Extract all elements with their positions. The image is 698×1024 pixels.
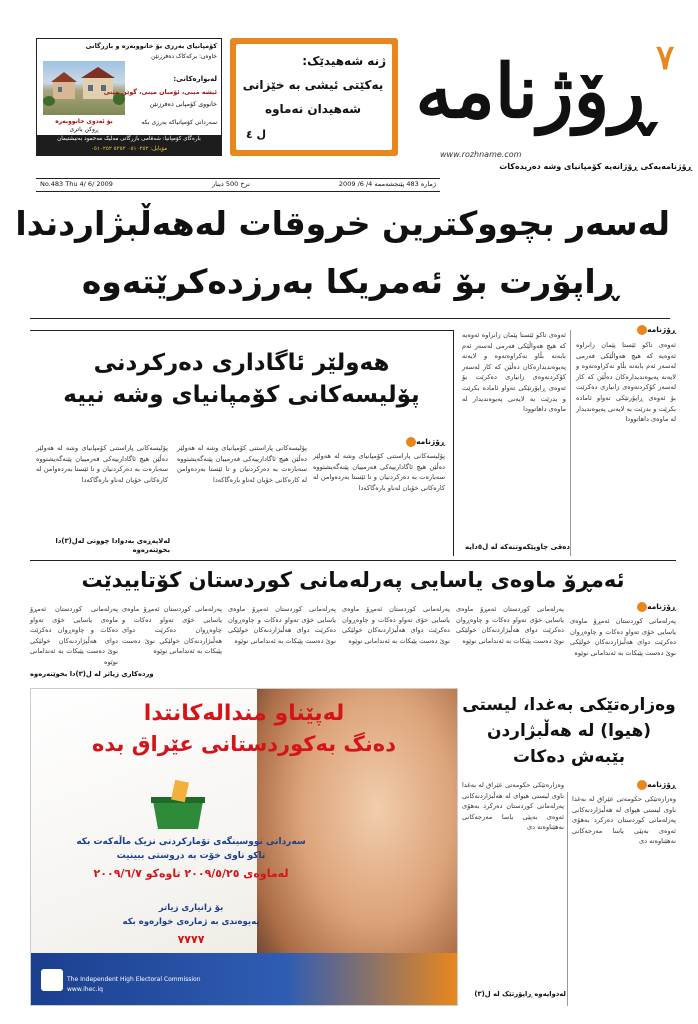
ad-subheader: خاوەن: برکەکاک دەفرزنێن bbox=[151, 53, 217, 60]
hawler-headline-2: پۆلیسەکانی کۆمپانیای وشە نییە bbox=[63, 382, 420, 408]
ad-footer-band bbox=[37, 135, 221, 156]
election-phone: ٧٧٧٧ bbox=[177, 933, 205, 946]
ad-services-1: ئیشە مینی، ئۆمبان مینی، گوێن مینی bbox=[103, 89, 217, 96]
article-text-right-1: ئەوەی تاکو ئێستا پێمان زانراوە ئەوەیە کە هیچ هەواڵێکی فەرمی لەسەر ئەم بابەتە بڵاو نەکراوەتەوە و لایەنە پەیوەندیدارەکان دەڵێن کە کار لەسەر کۆکردنەوەی زانیاری دەکرێت بۆ ئەوەی ڕاپۆرتێکی تەواو ئامادە بکرێت و بدرێت بە لایەنی پەیوەندیدار لە ماوەی داهاتوودا bbox=[576, 341, 676, 424]
section-bullet-icon bbox=[637, 325, 647, 335]
election-dates: لەماوەی ٢٠٠٩/٥/٢٥ تاوەکو ٢٠٠٩/٦/٧ bbox=[93, 867, 289, 880]
issue-right: ژمارە 483 پێنجشەممە 4/ 6/ 2009 bbox=[338, 180, 436, 188]
promo-page-ref: ل ٤ bbox=[246, 128, 267, 141]
election-line-1: سەردانی نووسینگەی تۆمارکردنی نزیک ماڵەکەت بکە bbox=[76, 837, 306, 847]
hawler-story-box bbox=[30, 330, 454, 556]
article-text-right-2: ئەوەی تاکو ئێستا پێمان زانراوە ئەوەیە کە هیچ هەواڵێکی فەرمی لەسەر ئەم بابەتە بڵاو نەکراوەتەوە و لایەنە پەیوەندیدارەکان دەڵێن کە کار لەسەر کۆکردنەوەی زانیاری دەکرێت بۆ ئەوەی ڕاپۆرتێکی تەواو ئامادە بکرێت و بدرێت بە لایەنی پەیوەندیدار لە ماوەی داهاتوودا bbox=[462, 331, 566, 414]
parliament-col-5: پەرلەمانی کوردستان ئەمڕۆ ماوەی یاسایی خۆی تەواو دەکات و چاوەڕوان دەکرێت دوای هەڵبژاردنەکان خولێکی نوێ دەست پێبکات بە ئەندامانی نوێوە bbox=[122, 605, 222, 656]
promo-inner bbox=[236, 44, 392, 150]
ministry-continued: لەدوایەوە ڕاپۆرتێک لە ل(٣) bbox=[474, 990, 566, 998]
ministry-headline-1: وەزارەتێکی بەغدا، لیستی bbox=[462, 695, 676, 715]
masthead bbox=[0, 0, 698, 176]
website-text: www.rozhname.com bbox=[440, 150, 522, 159]
ad-services-title: لەبوارەکانی: bbox=[173, 75, 217, 83]
divider-1 bbox=[30, 318, 670, 319]
ad-footer-2: مۆبایل: ٠٥١٠٢٥٢ ٥٢٥٢ ٠٥١٠٢٥٢ bbox=[90, 146, 168, 152]
promo-box[interactable] bbox=[230, 38, 398, 156]
hawler-headline-1: هەولێر ئاگاداری دەرکردنی bbox=[93, 350, 390, 376]
ministry-headline-3: بێبەش دەکات bbox=[512, 747, 626, 767]
divider-2 bbox=[30, 560, 676, 561]
ministry-headline-2: (هیوا) لە هەڵبژاردن bbox=[486, 721, 652, 741]
election-info-2: پەیوەندی بە ژمارەی خوارەوە بکە bbox=[122, 917, 260, 927]
section-label-right-top: ڕۆژنامە bbox=[600, 325, 676, 335]
ministry-col-2: وەزارەتێکی حکومەتی عێراق لە بەغدا ناوی لیستی هیوای لە هەڵبژاردنەکانی پەرلەمانی کوردستان دەرکرد بەهۆی ئەوەی بەپێی یاسا مەرجەکانی نەهێناوەتە دی bbox=[462, 781, 564, 832]
parliament-continued: وردەکاری زیاتر لە ل(٣)دا بخوێنەرەوە bbox=[30, 670, 154, 678]
ad-footer-1: بارەگای کۆمپانیا: شەقامی بازرگانی مەلیک مەحمود بەنیشتیمان bbox=[57, 136, 201, 142]
election-ad[interactable] bbox=[30, 688, 458, 1006]
section-bullet-icon bbox=[637, 780, 647, 790]
main-headline-line-1: لەسەر بچووکترین خروقات لەهەڵبژاردندا bbox=[15, 204, 670, 243]
masthead-slogan: ڕۆژنامەیەکی ڕۆژانەیە کۆمپانیای وشە دەریدەکات bbox=[499, 162, 692, 171]
building-icon bbox=[43, 61, 125, 115]
parliament-headline: ئەمڕۆ ماوەی یاسایی پەرلەمانی کوردستان کۆتاییدێت bbox=[81, 568, 625, 592]
election-line-2: تاکو ناوی خۆت بە دروستی ببینیت bbox=[116, 851, 266, 861]
promo-line-2: شەهیدان نەماوە bbox=[264, 102, 362, 116]
hawler-continued: لەلاپەڕەی بەدوادا چوونی لەل(٣)دا بخوێنەرەوە bbox=[55, 537, 170, 554]
parliament-col-2: پەرلەمانی کوردستان ئەمڕۆ ماوەی یاسایی خۆی تەواو دەکات و چاوەڕوان دەکرێت دوای هەڵبژاردنەکان خولێکی نوێ دەست پێبکات بە ئەندامانی نوێوە bbox=[456, 605, 564, 645]
ballot-box-icon bbox=[143, 781, 213, 831]
parliament-col-4: پەرلەمانی کوردستان ئەمڕۆ ماوەی یاسایی خۆی تەواو دەکات و چاوەڕوان دەکرێت دوای هەڵبژاردنەکان خولێکی نوێ دەست پێبکات بە ئەندامانی نوێوە bbox=[228, 605, 336, 645]
right-story-continued: دەقی چاوپێکەوتنەکە لە ل٥دایە bbox=[464, 543, 570, 551]
hawler-col-3: پۆلیسەکانی پاراستنی کۆمپانیای وشە لە هەولێر دەڵێن هیچ ئاگادارییەکی فەرمییان پێنەگەیشتووە سەبارەت بە دەرکردنیان و تا ئێستا بەردەوامن لە کارەکانی خۆیان لەناو بارەگاکەدا bbox=[36, 444, 168, 484]
main-headline-line-2: ڕاپۆرت بۆ ئەمریکا بەرزدەکرێتەوە bbox=[81, 262, 619, 301]
election-commission: The Independent High Electoral Commission bbox=[67, 976, 201, 983]
issue-price: نرخ 500 دینار bbox=[212, 180, 250, 188]
section-bullet-icon bbox=[406, 437, 416, 447]
logo-number: ٧ bbox=[656, 38, 675, 78]
election-title-2: دەنگ بەکوردستانی عێراق بدە bbox=[92, 732, 396, 756]
ad-side-text-1: بۆ ئەدوی خانووبەرە bbox=[55, 118, 113, 125]
ad-side-text-3: سەردانی کۆمپانیاکە بەرزی بکە bbox=[141, 119, 217, 126]
newspaper-logo: ڕۆژنامە bbox=[415, 49, 655, 135]
election-info-1: بۆ زانیاری زیاتر bbox=[158, 903, 224, 913]
column-rule-2 bbox=[567, 792, 568, 1006]
ministry-col-1: وەزارەتێکی حکومەتی عێراق لە بەغدا ناوی لیستی هیوای لە هەڵبژاردنەکانی پەرلەمانی کوردستان دەرکرد بەهۆی ئەوەی بەپێی یاسا مەرجەکانی نەهێناوەتە دی bbox=[572, 795, 676, 846]
hawler-col-2: پۆلیسەکانی پاراستنی کۆمپانیای وشە لە هەولێر دەڵێن هیچ ئاگادارییەکی فەرمییان پێنەگەیشتووە سەبارەت بە دەرکردنیان و تا ئێستا بەردەوامن لە کارەکانی خۆیان لەناو بارەگاکەدا bbox=[177, 444, 307, 484]
section-label-ministry: ڕۆژنامە bbox=[600, 780, 676, 790]
promo-title: ژنە شەهیدێک: bbox=[302, 54, 386, 68]
promo-line-1: یەکێتی ئیشی بە خێزانی bbox=[242, 78, 384, 92]
parliament-col-6: پەرلەمانی کوردستان ئەمڕۆ ماوەی یاسایی خۆی تەواو دەکات و چاوەڕوان دەکرێت دوای هەڵبژاردنەکان خولێکی نوێ دەست پێبکات بە ئەندامانی نوێوە bbox=[30, 605, 118, 666]
ad-header: کۆمپانیای بەرزی بۆ خانووبەرە و بازرگانی bbox=[85, 42, 217, 50]
election-title-1: لەپێناو مندالەکانتدا bbox=[143, 701, 345, 726]
section-bullet-icon bbox=[637, 602, 647, 612]
ihec-logo-icon bbox=[41, 969, 63, 991]
section-label-hawler: ڕۆژنامە bbox=[403, 437, 445, 447]
parliament-col-1: پەرلەمانی کوردستان ئەمڕۆ ماوەی یاسایی خۆی تەواو دەکات و چاوەڕوان دەکرێت دوای هەڵبژاردنەکان خولێکی نوێ دەست پێبکات بە ئەندامانی نوێوە bbox=[570, 617, 676, 657]
ad-services-2: خانووی کۆمپانی دەفرزنێن bbox=[149, 101, 217, 108]
ad-building-image bbox=[43, 61, 125, 115]
section-label-parliament: ڕۆژنامە bbox=[600, 602, 676, 612]
company-ad-box bbox=[36, 38, 222, 156]
issue-left: No.483 Thu 4/ 6/ 2009 bbox=[40, 180, 113, 188]
election-website: www.ihec.iq bbox=[67, 986, 103, 993]
parliament-col-3: پەرلەمانی کوردستان ئەمڕۆ ماوەی یاسایی خۆی تەواو دەکات و چاوەڕوان دەکرێت دوای هەڵبژاردنەکان خولێکی نوێ دەست پێبکات بە ئەندامانی نوێوە bbox=[342, 605, 450, 645]
column-rule-1 bbox=[570, 330, 571, 556]
ad-side-text-2: ڕوکن باتری bbox=[69, 126, 99, 133]
hawler-col-1: پۆلیسەکانی پاراستنی کۆمپانیای وشە لە هەولێر دەڵێن هیچ ئاگادارییەکی فەرمییان پێنەگەیشتووە سەبارەت بە دەرکردنیان و تا ئێستا بەردەوامن لە کارەکانی خۆیان لەناو بارەگاکەدا bbox=[313, 452, 445, 492]
issue-bar bbox=[36, 178, 440, 192]
